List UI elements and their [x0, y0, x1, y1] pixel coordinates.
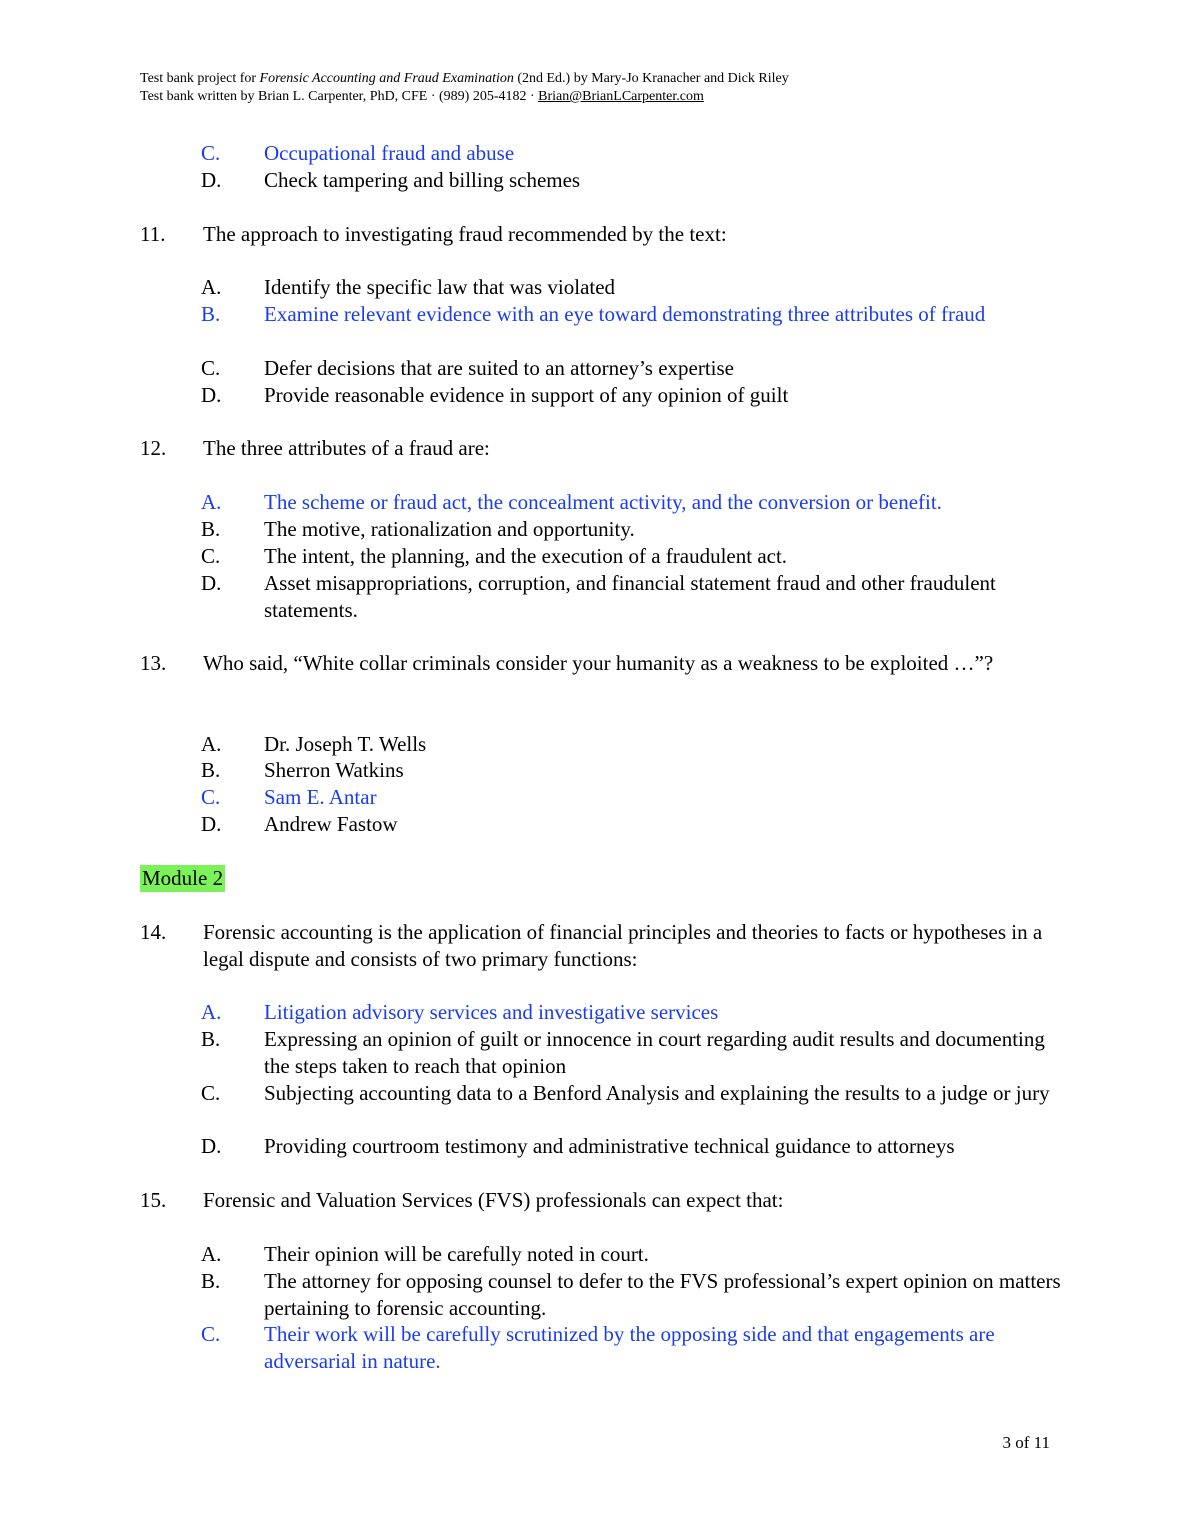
page-number: 3 of 11 [1002, 1433, 1050, 1452]
q11-option-a: A. Identify the specific law that was violated [201, 275, 616, 299]
module-heading: Module 2 [142, 866, 224, 890]
q14-option-a: A. Litigation advisory services and investigative services [201, 1000, 719, 1024]
question-14: 14. Forensic accounting is the application of financial principles and theories to facts or hypotheses in a legal dispute and consists of two primary functions: [140, 920, 1043, 971]
q12-option-c: C. The intent, the planning, and the execution of a fraudulent act. [201, 544, 788, 568]
q12-option-d: D. Asset misappropriations, corruption, and financial statement fraud and other fraudulent statements. [201, 571, 996, 622]
q12-option-a: A. The scheme or fraud act, the concealment activity, and the conversion or benefit. [201, 490, 942, 514]
q10-option-d: D. Check tampering and billing schemes [201, 168, 581, 192]
q14-option-d: D. Providing courtroom testimony and administrative technical guidance to attorneys [201, 1134, 955, 1158]
q13-option-d: D. Andrew Fastow [201, 812, 398, 836]
q10-option-c: C. Occupational fraud and abuse [201, 141, 515, 165]
question-12: 12. The three attributes of a fraud are: [140, 436, 490, 460]
q13-option-a: A. Dr. Joseph T. Wells [201, 732, 427, 756]
q14-option-c: C. Subjecting accounting data to a Benford Analysis and explaining the results to a judge or jury [201, 1081, 1050, 1105]
q12-option-b: B. The motive, rationalization and opportunity. [201, 517, 635, 541]
book-title: Forensic Accounting and Fraud Examination [259, 71, 514, 86]
page-header [140, 70, 1100, 106]
q13-option-c: C. Sam E. Antar [201, 785, 377, 809]
q11-option-d: D. Provide reasonable evidence in support of any opinion of guilt [201, 383, 789, 407]
question-11: 11. The approach to investigating fraud recommended by the text: [140, 222, 727, 246]
header-line-1: Test bank project for Forensic Accounting and Fraud Examination (2nd Ed.) by Mary-Jo Kranacher and Dick Riley [140, 71, 789, 86]
q11-option-b: B. Examine relevant evidence with an eye toward demonstrating three attributes of fraud [201, 302, 986, 326]
q14-option-b: B. Expressing an opinion of guilt or innocence in court regarding audit results and documenting the steps taken to reach that opinion [201, 1027, 1045, 1078]
question-13: 13. Who said, “White collar criminals consider your humanity as a weakness to be exploited …”? [140, 651, 994, 675]
q11-option-c: C. Defer decisions that are suited to an attorney’s expertise [201, 356, 734, 380]
author-email-link[interactable]: Brian@BrianLCarpenter.com [538, 89, 704, 104]
q15-option-b: B. The attorney for opposing counsel to defer to the FVS professional’s expert opinion on matters pertaining to forensic accounting. [201, 1269, 1061, 1320]
q13-option-b: B. Sherron Watkins [201, 758, 404, 782]
header-line-2: Test bank written by Brian L. Carpenter, PhD, CFE · (989) 205-4182 · Brian@BrianLCarpenter.com [140, 89, 704, 104]
question-15: 15. Forensic and Valuation Services (FVS) professionals can expect that: [140, 1188, 784, 1212]
q15-option-c: C. Their work will be carefully scrutinized by the opposing side and that engagements are adversarial in nature. [201, 1322, 995, 1373]
q15-option-a: A. Their opinion will be carefully noted in court. [201, 1242, 649, 1266]
